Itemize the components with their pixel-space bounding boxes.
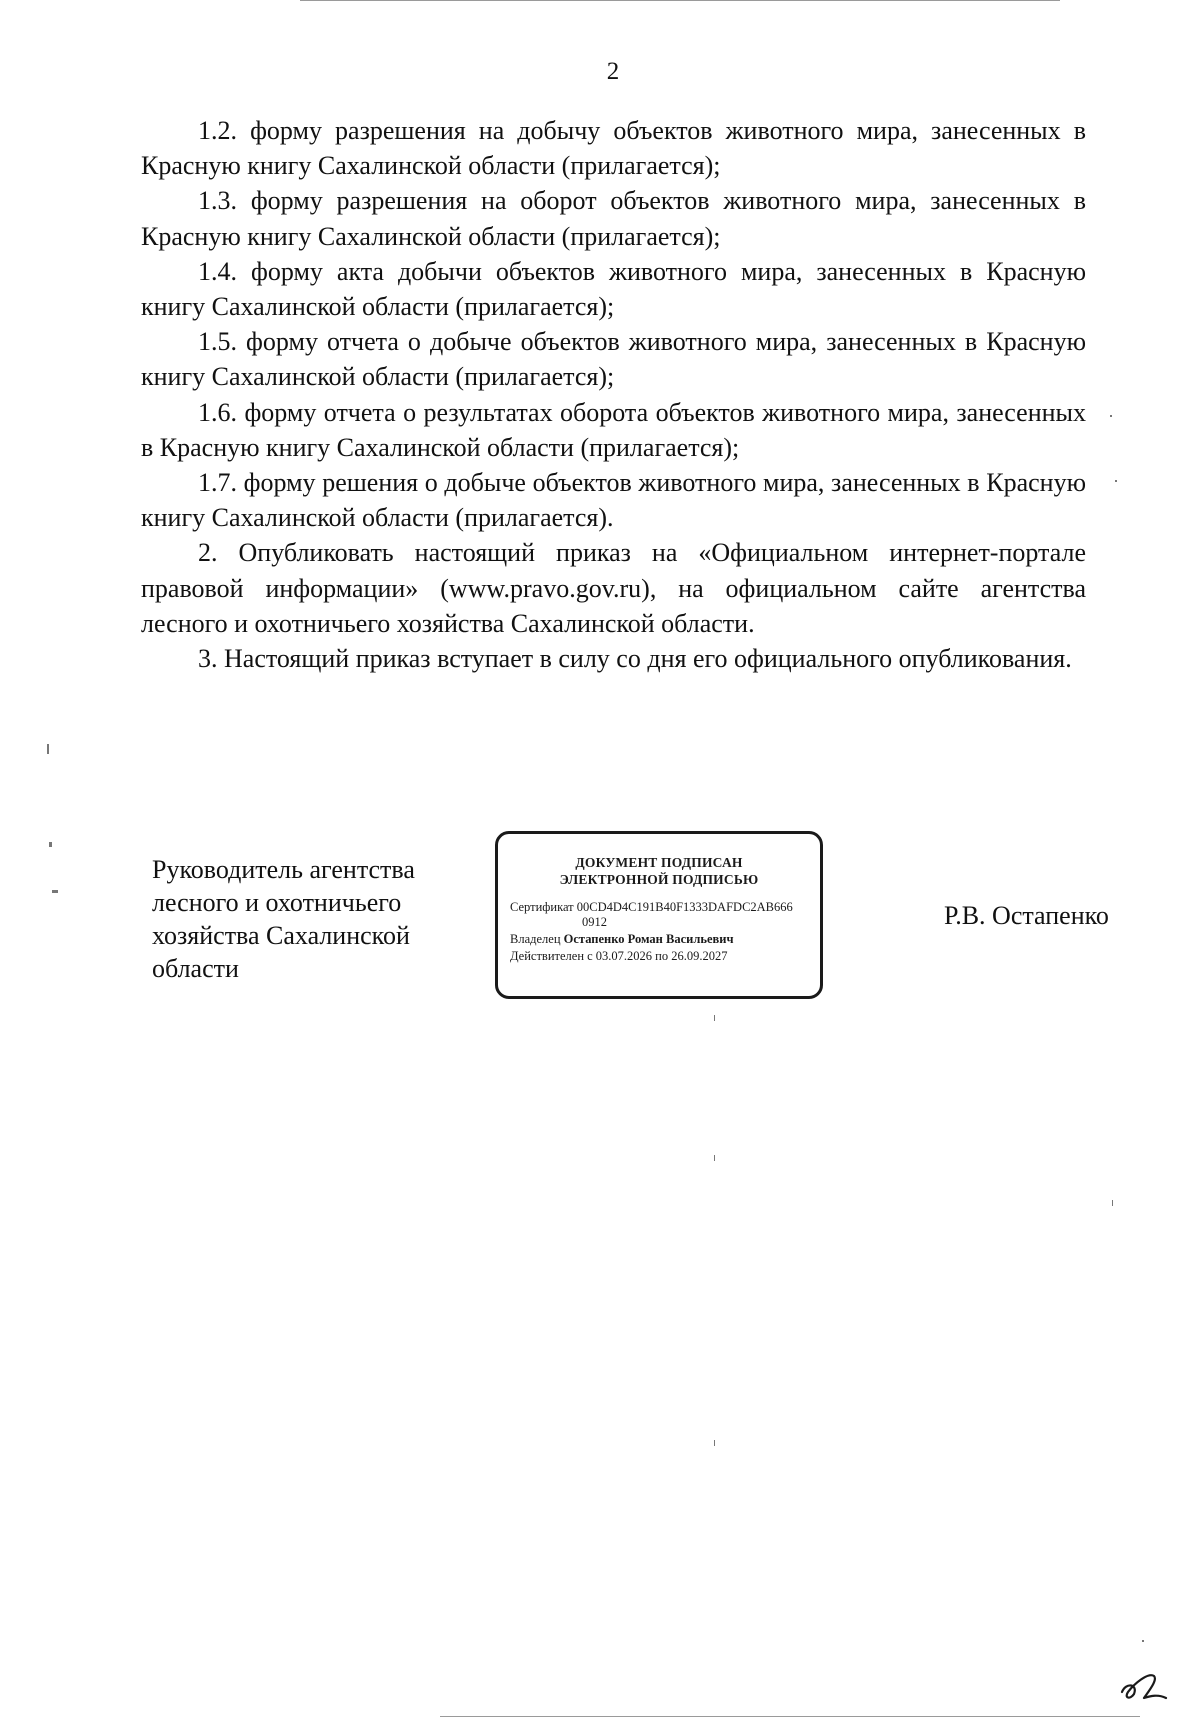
stamp-certificate-value-cont: 0912 [582,915,607,929]
scan-edge-top [300,0,1060,1]
scan-speck [1115,480,1117,482]
signer-position-line: области [152,954,239,983]
scan-speck [714,1155,715,1161]
signer-position-line: Руководитель агентства [152,855,415,884]
signer-position-line: лесного и охотничьего [152,888,402,917]
stamp-certificate-value: 00CD4D4C191B40F1333DAFDC2AB666 [576,900,793,914]
stamp-certificate-label: Сертификат [510,900,574,914]
electronic-signature-stamp [495,831,823,999]
scan-edge-bottom [440,1716,1140,1717]
scan-speck [714,1440,715,1446]
order-body [141,113,1086,676]
stamp-owner-label: Владелец [510,932,561,946]
paragraph-1-5: 1.5. форму отчета о добыче объектов животного мира, занесенных в Красную книгу Сахалинской области (прилагается); [141,327,1086,392]
scan-speck [52,890,58,893]
paragraph-1-2: 1.2. форму разрешения на добычу объектов животного мира, занесенных в Красную книгу Сахалинской области (прилагается); [141,116,1086,181]
stamp-owner [510,932,808,947]
stamp-title-line: ДОКУМЕНТ ПОДПИСАН [575,855,743,870]
paragraph-3: 3. Настоящий приказ вступает в силу со дня его официального опубликования. [198,644,1072,674]
stamp-certificate [510,900,808,915]
paragraph-1-3: 1.3. форму разрешения на оборот объектов животного мира, занесенных в Красную книгу Сахалинской области (прилагается); [141,186,1086,251]
scan-speck [1142,1640,1144,1642]
handwritten-page-mark [1118,1668,1168,1702]
scan-speck [1110,415,1112,417]
stamp-title-line: ЭЛЕКТРОННОЙ ПОДПИСЬЮ [559,872,759,887]
paragraph-1-7: 1.7. форму решения о добыче объектов животного мира, занесенных в Красную книгу Сахалинской области (прилагается). [141,468,1086,533]
paragraph-2: 2. Опубликовать настоящий приказ на «Официальном интернет-портале правовой информации» (www.pravo.gov.ru), на официальном сайте агентства лесного и охотничьего хозяйства Сахалинской области. [141,538,1086,638]
signer-name: Р.В. Остапенко [944,901,1109,930]
stamp-owner-value: Остапенко Роман Васильевич [563,932,734,946]
signer-position-line: хозяйства Сахалинской [152,921,410,950]
signer-position [152,853,472,985]
scan-speck [1112,1200,1113,1206]
scan-speck [47,744,49,754]
paragraph-1-4: 1.4. форму акта добычи объектов животного мира, занесенных в Красную книгу Сахалинской области (прилагается); [141,256,1086,322]
stamp-validity: Действителен с 03.07.2026 по 26.09.2027 [510,949,728,963]
scan-speck [714,1015,715,1021]
page-number: 2 [606,58,620,85]
paragraph-1-6: 1.6. форму отчета о результатах оборота объектов животного мира, занесенных в Красную книгу Сахалинской области (прилагается); [141,397,1086,462]
scan-speck [49,842,52,847]
